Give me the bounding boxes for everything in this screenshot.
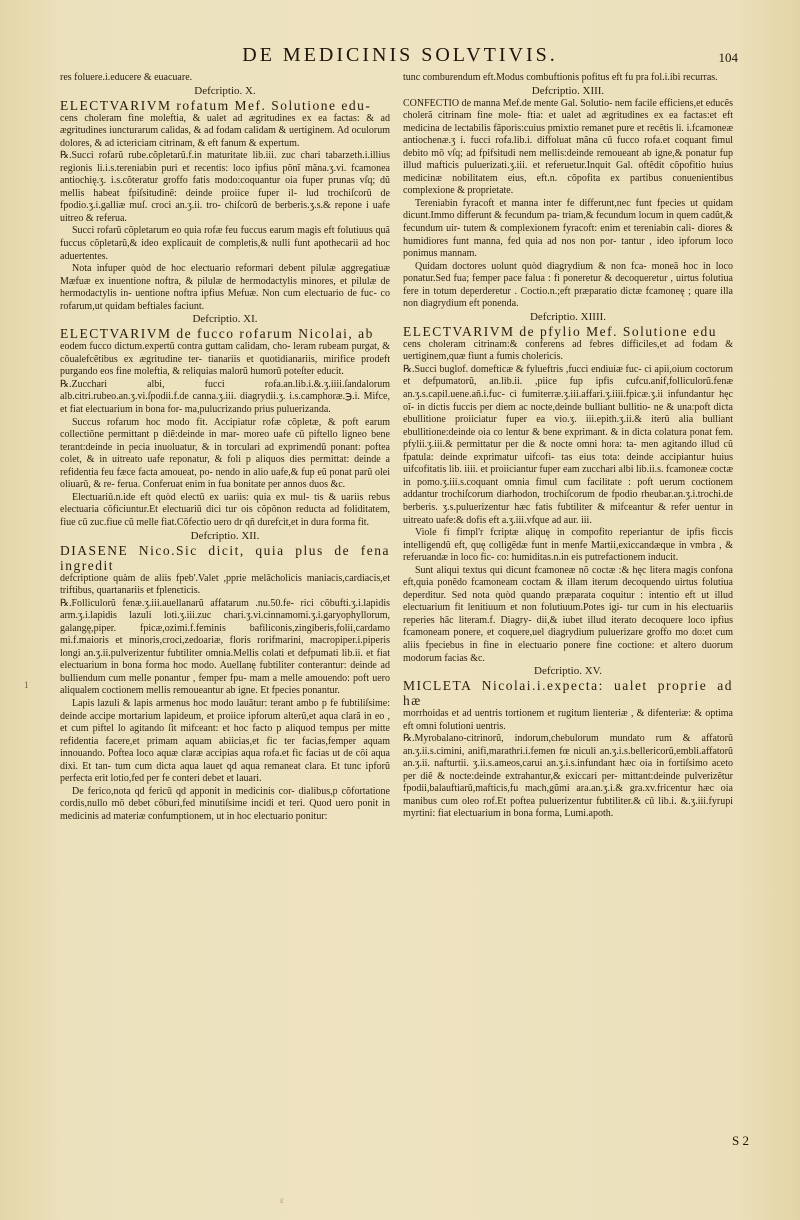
bleed-through-mark: ε <box>280 1195 284 1205</box>
paragraph: Lapis lazuli & lapis armenus hoc modo lauãtur: terant ambo p fe fubtiliſsime: deinde accipe mortarium lapideum, et proiice ipforum alterũ,et aqua clarã in eo , et cum piftel lo agitando ſit mifceant: et hoc facto p aliquod tempus per mitte refidentia facere,et primam aquam abiicias,et fic ter facias,femper aquam innouando. Poftea loco aquæ claræ accipias aqua rofa.et fic facias ut de cõi aqua dixi. Et tan- tum cum dicta aqua lauet qd aqua remaneat clara. Et tunc ipforũ perfecta erit lotio,fed per fe conteri debet et lauari. <box>60 697 390 785</box>
paragraph: cens choleram fine moleftia, & ualet ad ægritudines ex ea factas: & ad ægritudines iuncturarum calidas, & ad fodam calidam & uertiginem. Ad oculorum dolores, & ad ictericiam citrinam, & eft fanum & expertum. <box>60 112 390 149</box>
running-head: DE MEDICINIS SOLVTIVIS. <box>242 44 558 66</box>
signature-mark: S 2 <box>732 1133 749 1148</box>
paragraph: tunc comburendum eft.Modus combuftionis pofitus eft fu pra fol.i.ibi recurras. <box>403 72 718 83</box>
paragraph: Tereniabin fyracoft et manna inter fe differunt,nec funt fpecies ut quidam dicunt.Immo differunt & fecundum pa- triam,& fecundum locum in quem cadũt,& fecundum uir- tutem & complexionem fyracoft: enim et tereniabin cali- diores & humidiores funt manna, fed quia ad nos non por- tantur , ideo ipforum loco ponimus mannam. <box>403 197 734 260</box>
left-column <box>60 72 390 823</box>
section-heading: Defcriptio. XV. <box>534 665 602 678</box>
page-number: 104 <box>718 50 738 65</box>
recipe-title-line: ELECTVARIVM rofatum Mef. Solutione edu- <box>60 97 372 113</box>
paragraph: ℞.Succi rofarũ rube.cõpletarũ.f.in maturitate lib.iii. zuc chari tabarzeth.i.illius regionis li.i.s.tereniabin puri et recentis: loco ipfius põnĩ mãna.ʒ.vi. fcamonea antiochię.ʒ. i.s.cõteratur groffo fatis modo:coquantur oia fuper prunas vſq; dũ mellis habeat fpiſsitudinẽ: deinde proiice fuper il- lud trochiſcorũ de fpodio.ʒ.i.galliæ muſ. croci an.ʒ.ii. tro- chiſcorũ de berberis.ʒ.s.& repone i uafe uitreo & referua. <box>60 150 390 224</box>
recipe-title-line: MICLETA Nicolai.i.expecta: ualet proprie ad hæ <box>403 678 733 709</box>
right-column <box>403 72 733 821</box>
recipe-title-line: ELECTVARIVM de pfylio Mef. Solutione edu <box>403 323 717 339</box>
paragraph: Viole fi fimpl'r fcriptæ aliquę in compofito reperiantur de ipfis ficcis intelligendũ eft, quę colligẽdæ funt in menfe Martii,exiccandæque in vmbra , & referuandæ in loco fic- co: humiditas.n.in eis putrefactionem inducit. <box>403 527 733 564</box>
section-heading: Defcriptio. XII. <box>190 529 260 542</box>
paragraph: Nota infuper quòd de hoc electuario reformari debent pilulæ aggregatiuæ Mæfuæ ex inuentione noftra, & pilulæ de hermodactylis minores, et pilulæ de hermodactylis in- uentione noftra ipfius Mefuæ. Non cum electuario de fuc- co rofarum,ut quidam beftiales faciunt. <box>60 263 390 312</box>
paragraph: morrhoidas et ad uentris tortionem et rugitum lienteriæ , & difenteriæ: & optima eft omni folutioni uentris. <box>403 708 733 732</box>
paragraph: ℞.Succi buglof. domefticæ & fylueftris ,fucci endiuiæ fuc- ci apii,oium coctorum et defpumatorũ, an.lib.ii. ,piice fup ipfis cufcu.anif,folliculorũ.fenæ an.ʒ.s.capil.uene.añ.i.fuc- ci fumiterræ.ʒ.iii.affari.ʒ.iiii.fpicæ.ʒ.ii infundantur hęc oĩ- in dictis fuccis per diem ac nocte,deinde bulliant bullitio- ne & una:poft dicta ebullitione proiiciatur fuper ea vio.ʒ. iii.epith.ʒ.ii.& iterũ alia bulliant ebullitione:deinde oia co lentur & bene exprimant. & in dicta colatura ponat fem. pfylii.ʒ.iii.& permittatur per die & nocte omni hora: ta- men agitando illud cũ fpatula: deinde exprimatur uifcofi- tas eius tota: deinde accipiantur huius uifcofitatis lib. iiii. et proiiciantur fuper eam zucchari albi lib.ii.s. fcamoneæ coctæ in pomo.ʒ.iii.s.coquant omnia fimul cum facilitate : poft uerum coctionem addantur trochiſcorum diarhodon, trochiſcorum de fpodio rheubar.an.ʒ.i.trochi.de berberis. ʒ.s.puluerizentur hæc fatis fubtiliter & mifceantur & refer uentur in uitreato uafe:& dofis eft a.ʒ.iii.vfque ad aur. iii. <box>403 363 733 526</box>
paragraph: CONFECTIO de manna Mef.de mente Gal. Solutio- nem facile efficiens,et educẽs cholerã citrinam fine mole- ftia: et ualet ad ægritudines ex ea factas:et eft medicina de lectabilis fãporis:cuius pmixtio remanet pure et recẽtis li. i.fcamoneæ antiochenæ.ʒ i. fucci rofa.lib.i. diffoluat mãna cũ fucco rofa.et coquant fimul debito mõ vſq; ad fpifsitudi nem mellis:deinde remoueant ab igne,& ponatur fup illud mafticis puluerizati.ʒ.iii. et referuetur.Inquit Gal. oftẽdit cõpofitio huius medicinæ nobilitatem eius, eft.n. cõpofita ex partibus conuenientibus complexione & proprietate. <box>403 97 733 197</box>
section-heading: Defcriptio. XIII. <box>531 84 605 97</box>
paragraph: ℞.Myrobalano-citrinorũ, indorum,chebulorum mundato rum & affatorũ an.ʒ.ii.s.cimini, anifi,marathri.i.femen fœ niculi an.ʒ.i.s.bellericorũ,embli.affatorũ an.ʒ.ii. nafturtii. ʒ.ii.s.ameos,carui an.ʒ.i.s.infundant hæc oia in fortiſsimo aceto per diẽ & nocte:deinde extrahantur,& exiccari per- mittant:deinde pulverizẽtur fpodii,balauftiarũ,mafticis,fu mach,gũmi ara.an.ʒ.i.& gra.xv.fricentur hæc oia manibus cum oleo rof.Et poftea puluerizentur fubtiliter.& cũ lib.i. &.ʒ.iii.fyrupi myrtini: fiat electuarium in bona forma, Lumi.apoth. <box>403 733 733 820</box>
recipe-title-line: ELECTVARIVM de fucco rofarum Nicolai, ab <box>60 326 374 342</box>
paragraph: defcriptione quàm de aliis fpeb'.Valet ,pprie melãcholicis maniacis,cardiacis,et triftibus, quartanariis et fplenєticis. <box>60 572 390 597</box>
paragraph: De ferico,nota qd fericũ qd apponit in medicinis cor- dialibus,p cõfortatione cordis,nullo mõ debet cõburi,fed minutiſsime incidi et teri. Quod uero ponit in medicinis ad materiæ confumptionem, ut in hoc electuario ponitur: <box>60 785 390 822</box>
paragraph: Sunt aliqui textus qui dicunt fcamoneæ nõ coctæ :& hęc litera magis confona eft,quia ponẽdo fcamoneam coctam & illam iterum decoquendo uirtus folutiua deperditur. Sed nota quòd quando præparata coquitur : intentio eft ut illud electuarium fit lenitiuum et non folutiuum.Potes igi- tur cum in his electuariis reperies hãc literam.f. Diagry- dii,& iubet illud iterato decoquere loco ipfius fcamoneam ponere, et coquere,uel diagrydium puluerizare groffo mo do:et cum aliis fpeciebus in fine in electuario ponere fine coctione: et altero duorum modorum facias &c. <box>403 564 733 664</box>
margin-note: 1 <box>24 680 29 690</box>
recipe-title-line: DIASENE Nico.Sic dicit, quia plus de fena ingredit <box>60 542 390 573</box>
paragraph: ℞.Zucchari albi, fucci rofa.an.lib.i.&.ʒ.iiii.ſandalorum alb.citri.rubeo.an.ʒ.vi.ſpodii.f.de canna.ʒ.iii. diagrydii.ʒ. i.s.camphoræ.℈.i. Mifce, et fiat electuarium in bona for- ma,pulucrizando prius puluerizanda. <box>60 378 390 416</box>
section-heading: Defcriptio. XIIII. <box>529 310 607 323</box>
section-heading: Defcriptio. XI. <box>192 313 258 326</box>
paragraph: ℞.Folliculorũ fenæ.ʒ.iii.auellanarũ affatarum .nu.50.fe- rici cõbufti.ʒ.i.lapidis arm.ʒ.i.lapidis lazuli loti.ʒ.iii.zuc chari.ʒ.vi.cinnamomi.ʒ.i.garyophyllorum, galangę,piper. fpicæ,ozimi.f.feminis bafiliconis,zingiberis,folii,cardamo mi.f.maioris et minoris,croci,zedoariæ, floris rorifmarini, macropiper.i.piperis longi an.ʒ.ii.pulverizentur fubtiliter omnia.Mellis colati et defpumati lib.ii. et fiat electuarium in bona forma hoc modo. Auellanę fubtiliter conterantur: deinde ad bulliendum cum melle ponantur , femper fpu- mam a melle amouendo: poft uero aliqualem coctionem mellis remoueantur ab igne. Et fpecies ponantur. <box>60 597 390 697</box>
paragraph: Quidam doctores uolunt quòd diagrydium & non fca- moneã hoc in loco ponatur.Sed fua; femper pace falua : fi poneretur & decoqueretur , uirtus folutiua fere in totum deperderetur . Coctio.n.;eft præparatio dictæ fcamoneę ; quare illa non diagrydium eft ponenda. <box>403 260 733 310</box>
section-heading: Defcriptio. X. <box>194 84 256 97</box>
paragraph: Succi rofarũ cõpletarum eo quia rofæ feu fuccus earum magis eft folutiuus quã fuccus cõpletarũ,& ideo explicauit de completis,& nulli funt apothecarii ad hoc aduertentes. <box>60 225 390 262</box>
paragraph: res foluere.i.educere & euacuare. <box>60 72 193 83</box>
paragraph: cens choleram citrinam:& conferens ad febres difficiles,et ad fodam & uertiginem,quæ fiunt a fumis cholericis. <box>403 338 733 363</box>
paragraph: eodem fucco dictum.expertũ contra guttam calidam, cho- leram rubeam purgat, & cõualefcẽtibus ex ægritudine ter- tianariis et quotidianariis, mirifice prodeft purgando eos fine moleftia, & reliquias malorũ humorũ poteſter educit. <box>60 341 390 378</box>
paragraph: Electuariũ.n.ide eft quòd electũ ex uariis: quia ex mul- tis & uariis rebus electuaria cõficiuntur.Et electuariũ dici tur ois cõpõnon reducta ad foliditatem, fiue cũ zuc.fiue cũ melle fiat.Cõfectio uero dr qñ durefcit,et in dura forma fit. <box>60 491 390 528</box>
paragraph: Succus rofarum hoc modo fit. Accipiatur rofæ cõpletæ, & poft earum collectiõne permittant p diẽ:deinde in mar- moreo uafe cũ piftello ligneo bene terant:deinde in pecia inuoluatur, & in torculari ad exprimendũ ponant: poftea colet, & in uitreato uafe reponatur, & foli p aliquos dies permittat: deinde a refidentia feu fæce facta amoueat, po- nendo in alio uafe,& fup eũ ponat parũ olei oliuarũ, & re- ferua. Conferuat enim in fua bonitate per annos duos &c. <box>60 416 390 491</box>
